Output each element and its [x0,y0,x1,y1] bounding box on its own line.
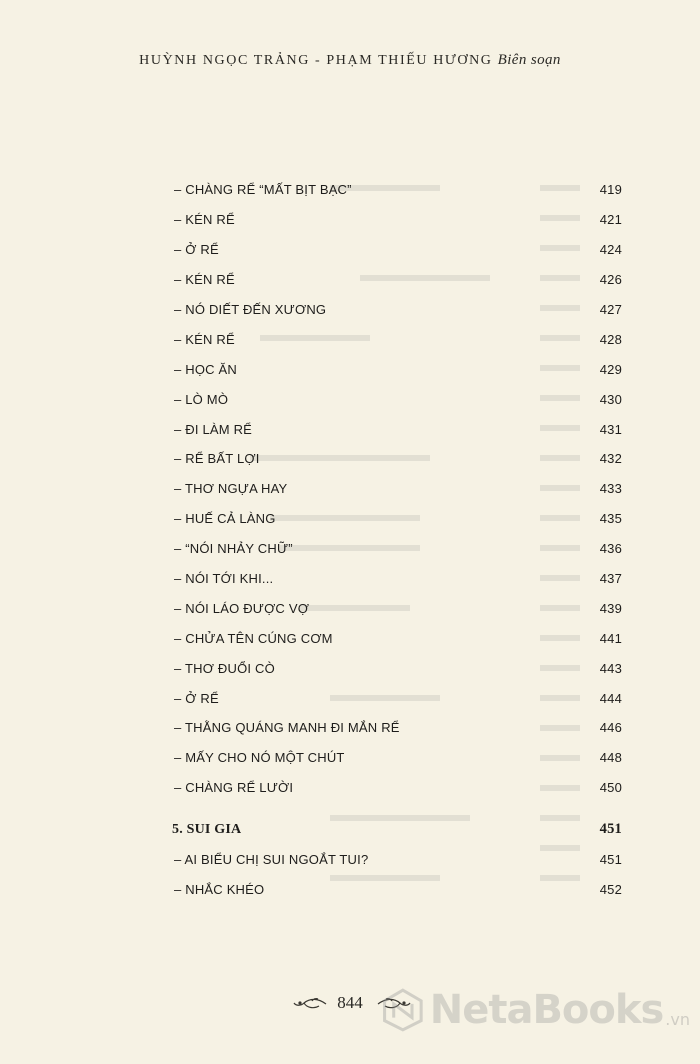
netabooks-watermark [380,975,690,1045]
toc-entry-page: 430 [599,391,622,407]
toc-section-heading [172,815,622,845]
toc-entry [172,175,622,205]
toc-entry-page: 441 [599,630,622,646]
toc-entry-title: – ĐI LÀM RỂ [174,421,253,437]
toc-entry-page: 436 [599,541,622,557]
toc-entry-page: 446 [599,720,622,736]
toc-entry [172,534,622,564]
toc-entry-page: 448 [599,750,622,766]
toc-entry-page: 444 [599,690,622,706]
toc-entry [172,874,622,904]
header-role: Biên soạn [497,52,561,68]
toc-entry [172,295,622,325]
toc-entry-title: – MẤY CHO NÓ MỘT CHÚT [174,750,345,766]
toc-entry [172,623,622,653]
toc-entry [172,773,622,803]
toc-entry-title: – NÓI LÁO ĐƯỢC VỢ [174,600,310,616]
toc-entry [172,205,622,235]
toc-entry-page: 435 [599,511,622,527]
toc-entry-title: – CHỬA TÊN CÚNG CƠM [174,630,333,646]
toc-entry-title: – THƠ ĐUỔI CÒ [174,660,275,676]
toc-entry-title: – “NÓI NHẢY CHỮ” [174,541,293,557]
watermark-suffix: .vn [665,1009,690,1029]
toc-entry-title: – THẰNG QUÁNG MANH ĐI MẮN RỂ [174,720,400,736]
toc-entry-page: 421 [599,212,622,228]
toc-entry-page: 433 [599,481,622,497]
toc-entry-page: 429 [599,361,622,377]
toc-entry-page: 419 [599,182,622,198]
toc-entry-page: 428 [599,331,622,347]
toc-entry [172,444,622,474]
page-header [0,52,700,69]
toc-entry-title: – RỂ BẤT LỢI [174,451,260,467]
toc-entry-page: 426 [599,272,622,288]
toc-entry-title: – CHÀNG RỂ “MẤT BỊT BẠC” [174,182,352,198]
toc-entry [172,653,622,683]
toc-entry [172,354,622,384]
toc-entry [172,474,622,504]
toc-entry-page: 443 [599,660,622,676]
toc-entry-title: – KÉN RỂ [174,272,235,288]
toc-entry [172,743,622,773]
table-of-contents [172,175,622,904]
page-number: 844 [337,993,363,1012]
toc-entry-page: 424 [599,242,622,258]
toc-entry-page: 450 [599,780,622,796]
toc-entry-title: – NÓI TỚI KHI... [174,571,274,587]
toc-entry [172,713,622,743]
toc-entry [172,384,622,414]
toc-entry-title: – CHÀNG RỂ LƯỜI [174,780,294,796]
toc-entry [172,414,622,444]
toc-entry-page: 452 [599,881,622,897]
watermark-brand: NetaBooks [429,987,664,1033]
toc-entry [172,593,622,623]
toc-entry [172,845,622,875]
toc-entry-page: 431 [599,421,622,437]
toc-entry-page: 432 [599,451,622,467]
section-title: 5. SUI GIA [172,821,242,837]
toc-entry-title: – NÓ DIẾT ĐẾN XƯƠNG [174,302,327,317]
netabooks-logo-icon [380,981,426,1039]
toc-entry-title: – Ở RỂ [174,690,219,706]
toc-entry [172,324,622,354]
toc-entry-page: 437 [599,571,622,587]
toc-entry-title: – LÒ MÒ [174,391,229,407]
toc-entry [172,683,622,713]
toc-entry-title: – AI BIỂU CHỊ SUI NGOẮT TUI? [174,852,369,868]
toc-entry-page: 439 [599,600,622,616]
toc-entry-title: – HUẾ CẢ LÀNG [174,511,276,527]
toc-entry [172,235,622,265]
toc-entry [172,564,622,594]
toc-entry-title: – KÉN RỂ [174,212,235,228]
header-authors: HUỲNH NGỌC TRẢNG - PHẠM THIẾU HƯƠNG [139,53,493,68]
section-spacer [172,803,622,815]
section-page: 451 [599,821,622,838]
toc-entry-title: – Ở RỂ [174,242,219,258]
toc-entry-title: – KÉN RỂ [174,331,235,347]
toc-entry [172,265,622,295]
toc-entry-page: 451 [599,852,622,868]
toc-entry-title: – THƠ NGỰA HAY [174,481,288,497]
toc-entry [172,504,622,534]
toc-entry-page: 427 [599,302,622,317]
toc-entry-title: – HỌC ĂN [174,361,238,377]
toc-entry-title: – NHẮC KHÉO [174,881,265,897]
